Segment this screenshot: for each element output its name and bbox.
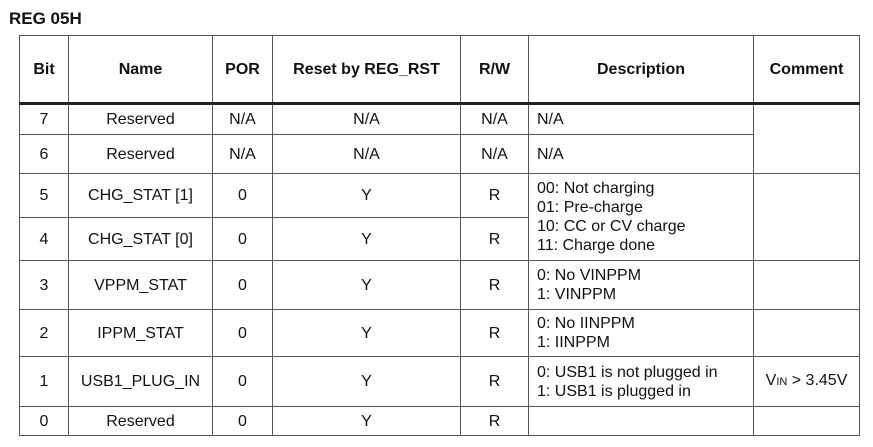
cell-rw: N/A <box>461 104 529 135</box>
cell-description <box>529 357 754 407</box>
col-header-por: POR <box>213 36 273 104</box>
table-row-bit-7 <box>20 104 860 135</box>
cell-bit: 2 <box>20 310 69 357</box>
cell-bit: 1 <box>20 357 69 407</box>
cell-por: 0 <box>213 261 273 310</box>
cell-por: 0 <box>213 218 273 261</box>
cell-description <box>529 104 754 135</box>
cell-por: 0 <box>213 357 273 407</box>
description-line: 1: IINPPM <box>537 334 610 351</box>
description-line: 00: Not charging <box>537 180 655 197</box>
cell-description <box>529 407 754 436</box>
cell-bit: 3 <box>20 261 69 310</box>
col-header-rw: R/W <box>461 36 529 104</box>
description-line: 0: No VINPPM <box>537 267 642 284</box>
table-row-bit-0 <box>20 407 860 436</box>
cell-reset: Y <box>273 174 461 218</box>
cell-comment-vin <box>754 357 860 407</box>
cell-name: Reserved <box>69 407 213 436</box>
cell-rw: R <box>461 261 529 310</box>
cell-reset: Y <box>273 407 461 436</box>
description-line: N/A <box>537 145 564 163</box>
cell-rw: R <box>461 310 529 357</box>
comment-suffix: > 3.45V <box>787 372 848 389</box>
cell-description <box>529 310 754 357</box>
cell-comment <box>754 407 860 436</box>
cell-name: USB1_PLUG_IN <box>69 357 213 407</box>
description-line: 0: No IINPPM <box>537 315 635 332</box>
description-line: 11: Charge done <box>537 237 656 254</box>
cell-bit: 6 <box>20 135 69 174</box>
col-header-comment: Comment <box>754 36 860 104</box>
cell-bit: 7 <box>20 104 69 135</box>
cell-comment <box>754 104 860 174</box>
description-line: 1: USB1 is plugged in <box>537 382 691 400</box>
cell-por: N/A <box>213 135 273 174</box>
cell-reset: N/A <box>273 135 461 174</box>
cell-por: 0 <box>213 174 273 218</box>
cell-por: 0 <box>213 310 273 357</box>
table-row-bit-2 <box>20 310 860 357</box>
cell-rw: R <box>461 407 529 436</box>
cell-reset: Y <box>273 357 461 407</box>
cell-name: CHG_STAT [0] <box>69 218 213 261</box>
cell-description <box>529 135 754 174</box>
description-line: 10: CC or CV charge <box>537 218 686 235</box>
cell-comment <box>754 174 860 261</box>
col-header-description: Description <box>529 36 754 104</box>
cell-rw: R <box>461 218 529 261</box>
cell-reset: N/A <box>273 104 461 135</box>
cell-por: N/A <box>213 104 273 135</box>
col-header-bit: Bit <box>20 36 69 104</box>
cell-description <box>529 261 754 310</box>
col-header-reset: Reset by REG_RST <box>273 36 461 104</box>
table-row-bit-5 <box>20 174 860 218</box>
table-row-bit-3 <box>20 261 860 310</box>
comment-subscript: IN <box>776 376 788 388</box>
description-line: N/A <box>537 111 564 128</box>
cell-bit: 4 <box>20 218 69 261</box>
col-header-name: Name <box>69 36 213 104</box>
description-line: 01: Pre-charge <box>537 199 643 216</box>
description-line: 0: USB1 is not plugged in <box>537 363 718 381</box>
comment-prefix: V <box>765 372 777 389</box>
cell-bit: 5 <box>20 174 69 218</box>
cell-reset: Y <box>273 310 461 357</box>
cell-comment <box>754 310 860 357</box>
cell-name: CHG_STAT [1] <box>69 174 213 218</box>
table-row-bit-1 <box>20 357 860 407</box>
description-line: 1: VINPPM <box>537 286 617 303</box>
cell-por: 0 <box>213 407 273 436</box>
cell-name: VPPM_STAT <box>69 261 213 310</box>
cell-description-chg-stat <box>529 174 754 261</box>
cell-reset: Y <box>273 261 461 310</box>
header-row <box>20 36 860 104</box>
cell-name: Reserved <box>69 135 213 174</box>
cell-name: Reserved <box>69 104 213 135</box>
register-title: REG 05H <box>9 9 82 28</box>
cell-reset: Y <box>273 218 461 261</box>
register-table <box>19 35 860 436</box>
cell-comment <box>754 261 860 310</box>
cell-rw: N/A <box>461 135 529 174</box>
cell-rw: R <box>461 174 529 218</box>
cell-rw: R <box>461 357 529 407</box>
cell-bit: 0 <box>20 407 69 436</box>
cell-name: IPPM_STAT <box>69 310 213 357</box>
table-row-bit-6 <box>20 135 860 174</box>
